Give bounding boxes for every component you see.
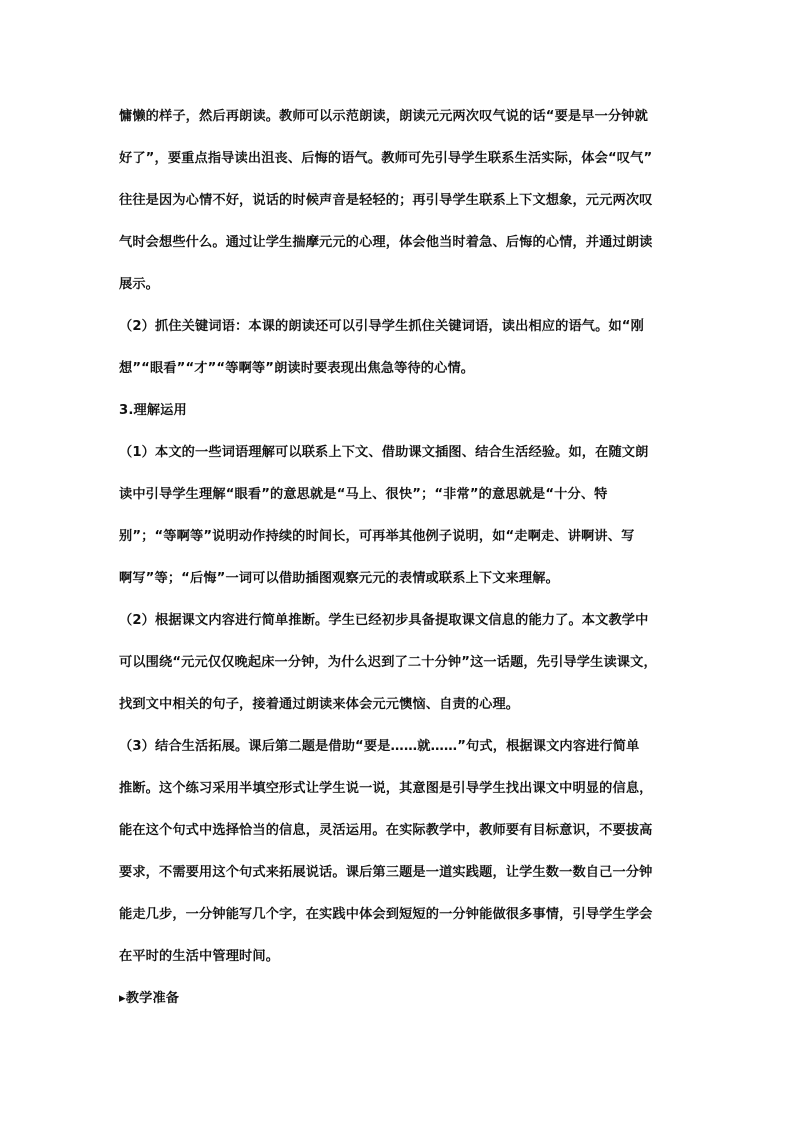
text-line: 推断。这个练习采用半填空形式让学生说一说，其意图是引导学生找出课文中明显的信息，: [119, 781, 653, 796]
text-line: 气时会想些什么。通过让学生揣摩元元的心理，体会他当时着急、后悔的心情，并通过朗读: [119, 235, 653, 250]
text-line: 好了”，要重点指导读出沮丧、后悔的语气。教师可先引导学生联系生活实际，体会“叹气”: [119, 151, 653, 166]
text-line: 读中引导学生理解“眼看”的意思就是“马上、很快”；“非常”的意思就是“十分、特: [119, 487, 608, 502]
text-line: 能在这个句式中选择恰当的信息，灵活运用。在实际教学中，教师要有目标意识，不要拔高: [119, 823, 653, 838]
text-line: （1）本文的一些词语理解可以联系上下文、借助课文插图、结合生活经验。如，在随文朗: [119, 445, 649, 460]
section-heading: 3.理解运用: [119, 403, 187, 418]
text-line: 可以围绕“元元仅仅晚起床一分钟，为什么迟到了二十分钟”这一话题，先引导学生读课文，: [119, 655, 657, 670]
text-line: 展示。: [119, 277, 160, 292]
text-line: 别”；“等啊等”说明动作持续的时间长，可再举其他例子说明，如“走啊走、讲啊讲、写: [119, 529, 635, 544]
text-line: 想”“眼看”“才”“等啊等”朗读时要表现出焦急等待的心情。: [119, 361, 475, 376]
text-line: 慵懒的样子，然后再朗读。教师可以示范朗读，朗读元元两次叹气说的话“要是早一分钟就: [119, 109, 648, 124]
text-line: 在平时的生活中管理时间。: [119, 949, 280, 964]
text-line: 能走几步，一分钟能写几个字，在实践中体会到短短的一分钟能做很多事情，引导学生学会: [119, 907, 653, 922]
text-line: （3）结合生活拓展。课后第二题是借助“要是……就……”句式，根据课文内容进行简单: [119, 739, 640, 754]
text-line: 找到文中相关的句子，接着通过朗读来体会元元懊恼、自责的心理。: [119, 697, 520, 712]
section-heading-teaching-prep: ▸教学准备: [119, 991, 180, 1006]
text-line: 要求，不需要用这个句式来拓展说话。课后第三题是一道实践题，让学生数一数自己一分钟: [119, 865, 653, 880]
text-line: （2）抓住关键词语：本课的朗读还可以引导学生抓住关键词语，读出相应的语气。如“刚: [119, 319, 644, 334]
text-line: （2）根据课文内容进行简单推断。学生已经初步具备提取课文信息的能力了。本文教学中: [119, 613, 649, 628]
text-line: 往往是因为心情不好，说话的时候声音是轻轻的；再引导学生联系上下文想象，元元两次叹: [119, 193, 653, 208]
text-line: 啊写”等；“后悔”一词可以借助插图观察元元的表情或联系上下文来理解。: [119, 571, 559, 586]
